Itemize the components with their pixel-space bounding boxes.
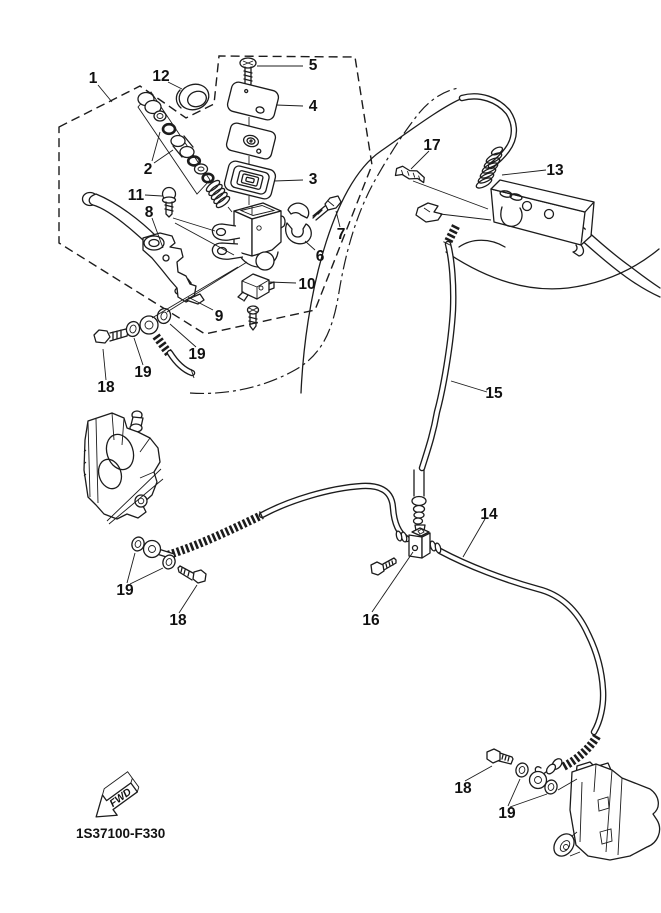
callout-14: 14 bbox=[480, 506, 498, 523]
reservoir-cap-stack bbox=[223, 58, 280, 205]
banjo-bolt-18-right bbox=[487, 749, 513, 764]
lever-pivot-bolt-11 bbox=[163, 188, 176, 218]
callout-7: 7 bbox=[336, 226, 346, 243]
washer-19-right-a bbox=[514, 762, 529, 779]
callout-18-left-caliper: 18 bbox=[169, 612, 187, 629]
piston-repair-kit-2 bbox=[138, 92, 232, 212]
hose-holder-bracket bbox=[394, 146, 594, 256]
callout-16: 16 bbox=[362, 612, 380, 629]
union-bolt-16 bbox=[371, 558, 396, 575]
assembly-boundary bbox=[59, 56, 372, 334]
callout-leader-lines bbox=[98, 66, 547, 807]
callout-1: 1 bbox=[88, 70, 98, 87]
callout-19-right-caliper: 19 bbox=[498, 805, 516, 822]
upper-brake-hose bbox=[462, 96, 514, 166]
callout-19-master-a: 19 bbox=[134, 364, 152, 381]
outlet-ball bbox=[256, 252, 274, 270]
diaphragm-plate bbox=[225, 122, 276, 160]
brake-lever-8 bbox=[83, 193, 205, 305]
callout-12: 12 bbox=[152, 68, 170, 85]
callout-8: 8 bbox=[144, 204, 154, 221]
fwd-label: FWD bbox=[107, 785, 134, 810]
callout-17: 17 bbox=[423, 137, 441, 154]
part-code: 1S37100-F330 bbox=[76, 826, 166, 841]
brake-hose-15 bbox=[412, 244, 453, 524]
callout-5: 5 bbox=[308, 57, 318, 74]
callout-6: 6 bbox=[315, 248, 325, 265]
callout-13: 13 bbox=[546, 162, 564, 179]
brake-hose-14 bbox=[440, 551, 603, 775]
diaphragm-3 bbox=[223, 160, 277, 201]
banjo-bolt-18-left bbox=[178, 566, 206, 583]
callout-11: 11 bbox=[127, 187, 145, 204]
right-brake-caliper bbox=[550, 762, 660, 860]
callout-9: 9 bbox=[214, 308, 224, 325]
callout-18-master: 18 bbox=[97, 379, 115, 396]
callout-4: 4 bbox=[308, 98, 318, 115]
clamp-bolt-7 bbox=[313, 196, 341, 220]
callout-labels bbox=[89, 57, 564, 822]
fwd-arrow-icon bbox=[86, 772, 145, 826]
brake-switch-10 bbox=[238, 274, 274, 301]
handlebar bbox=[301, 98, 660, 393]
banjo-bolt-18-master bbox=[94, 329, 128, 343]
handlebar-clamp-6 bbox=[286, 203, 312, 244]
callout-3: 3 bbox=[308, 171, 318, 188]
switch-screw bbox=[248, 306, 259, 330]
hose-eye-left bbox=[144, 541, 161, 558]
hose-eye-right bbox=[530, 772, 547, 789]
left-brake-caliper bbox=[84, 411, 160, 519]
hose-clip-17 bbox=[394, 165, 426, 185]
callout-19-left-caliper: 19 bbox=[116, 582, 134, 599]
left-brake-hose bbox=[156, 486, 407, 556]
callout-10: 10 bbox=[298, 276, 316, 293]
callout-19-master-b: 19 bbox=[188, 346, 206, 363]
callout-2: 2 bbox=[143, 161, 153, 178]
lever-boot-12 bbox=[176, 80, 212, 113]
reservoir-cap-4 bbox=[226, 81, 280, 122]
callout-18-right-caliper: 18 bbox=[454, 780, 472, 797]
master-cylinder-body bbox=[212, 203, 285, 270]
callout-15: 15 bbox=[485, 385, 503, 402]
hose-eye-master bbox=[140, 316, 158, 334]
